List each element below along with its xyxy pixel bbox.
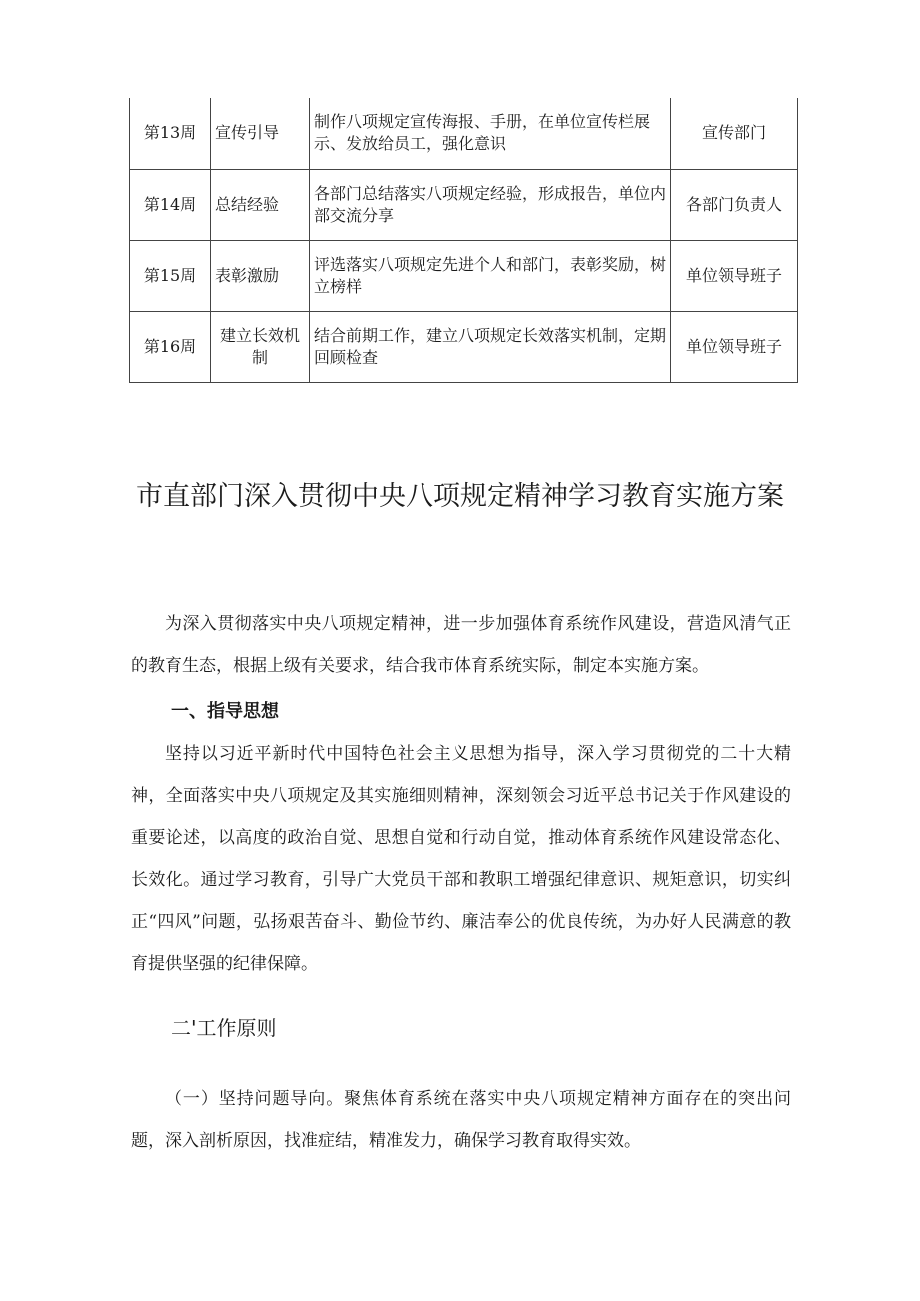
item-cell: 宣传引导 (211, 98, 310, 169)
item-cell: 建立长效机制 (211, 311, 310, 382)
week-cell: 第13周 (130, 98, 211, 169)
item-cell: 总结经验 (211, 169, 310, 240)
document-title: 市直部门深入贯彻中央八项规定精神学习教育实施方案 (136, 481, 784, 512)
content-cell: 制作八项规定宣传海报、手册，在单位宣传栏展示、发放给员工，强化意识 (310, 98, 671, 169)
item-cell: 表彰激励 (211, 240, 310, 311)
table-row (130, 98, 798, 169)
week-cell: 第15周 (130, 240, 211, 311)
table-row (130, 311, 798, 382)
table-row (130, 240, 798, 311)
guiding-thought-paragraph: 坚持以习近平新时代中国特色社会主义思想为指导，深入学习贯彻党的二十大精神，全面落实中央八项规定及其实施细则精神，深刻领会习近平总书记关于作风建设的重要论述，以高度的政治自觉、思想自觉和行动自觉，推动体育系统作风建设常态化、长效化。通过学习教育，引导广大党员干部和教职工增强纪律意识、规矩意识，切实纠正“四风”问题，弘扬艰苦奋斗、勤俭节约、廉洁奉公的优良传统，为办好人民满意的教育提供坚强的纪律保障。 (131, 744, 791, 974)
intro-paragraph: 为深入贯彻落实中央八项规定精神，进一步加强体育系统作风建设，营造风清气正的教育生态，根据上级有关要求，结合我市体育系统实际，制定本实施方案。 (131, 614, 791, 676)
section-heading-guiding-thought: 一、指导思想 (171, 701, 279, 722)
owner-cell: 单位领导班子 (671, 240, 798, 311)
week-cell: 第14周 (130, 169, 211, 240)
content-cell: 各部门总结落实八项规定经验，形成报告，单位内部交流分享 (310, 169, 671, 240)
principle-item-1: （一）坚持问题导向。聚焦体育系统在落实中央八项规定精神方面存在的突出问题，深入剖析原因，找准症结，精准发力，确保学习教育取得实效。 (131, 1089, 791, 1151)
content-cell: 评选落实八项规定先进个人和部门，表彰奖励，树立榜样 (310, 240, 671, 311)
content-cell: 结合前期工作，建立八项规定长效落实机制，定期回顾检查 (310, 311, 671, 382)
section-heading-principles: 二'工作原则 (171, 1016, 277, 1040)
table-row (130, 169, 798, 240)
schedule-table (129, 98, 798, 383)
owner-cell: 各部门负责人 (671, 169, 798, 240)
owner-cell: 宣传部门 (671, 98, 798, 169)
owner-cell: 单位领导班子 (671, 311, 798, 382)
week-cell: 第16周 (130, 311, 211, 382)
